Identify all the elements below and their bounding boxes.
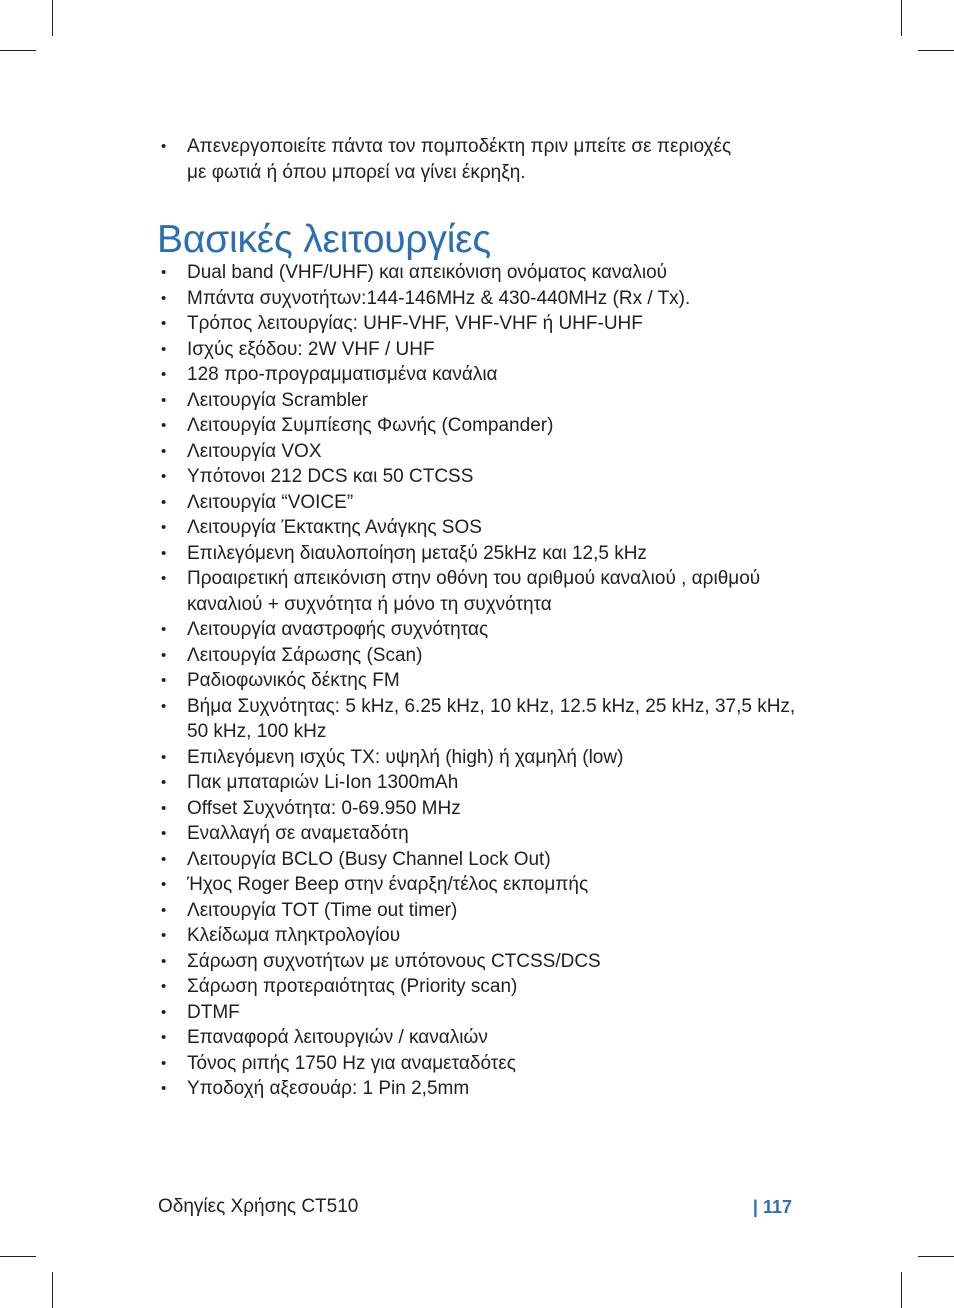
list-item (158, 694, 808, 745)
list-item-text: καναλιού + συχνότητα ή μόνο τη συχνότητα (187, 593, 552, 615)
list-item (158, 566, 808, 617)
list-item (158, 949, 808, 975)
list-item (158, 311, 808, 337)
bullet-icon: • (161, 264, 167, 281)
bullet-icon: • (161, 138, 167, 155)
list-item-text: Εναλλαγή σε αναμεταδότη (187, 823, 409, 844)
list-item (158, 260, 808, 286)
bullet-icon: • (161, 825, 167, 842)
list-item (158, 847, 808, 873)
list-item-text: Επιλεγόμενη διαυλοποίηση μεταξύ 25kHz και 12,5 kHz (187, 542, 647, 564)
list-item-text: Offset Συχνότητα: 0-69.950 MHz (187, 797, 461, 819)
warning-text-line: Απενεργοποιείτε πάντα τον πομποδέκτη πριν μπείτε σε περιοχές (187, 136, 732, 157)
list-item-text: Λειτουργία BCLO (Busy Channel Lock Out) (187, 848, 551, 870)
crop-mark (52, 1272, 53, 1308)
list-item (158, 1076, 808, 1102)
list-item-text: Λειτουργία VOX (187, 440, 322, 462)
crop-mark (901, 1272, 902, 1308)
list-item-text: Επαναφορά λειτουργιών / καναλιών (187, 1027, 488, 1048)
bullet-icon: • (161, 748, 167, 766)
list-item-text: Σάρωση προτεραιότητας (Priority scan) (187, 976, 518, 997)
crop-mark (52, 0, 53, 36)
list-item (158, 388, 808, 414)
bullet-icon: • (161, 799, 167, 817)
list-item (158, 898, 808, 924)
list-item-text: Τόνος ριπής 1750 Hz για αναμεταδότες (187, 1052, 516, 1074)
bullet-icon: • (161, 1003, 167, 1021)
list-item-text: Λειτουργία Συμπίεσης Φωνής (Compander) (187, 415, 554, 436)
list-item (158, 413, 808, 439)
list-item-text: Πακ μπαταριών Li-Ion 1300mAh (187, 772, 459, 793)
list-item (158, 337, 808, 363)
list-item-text: Τρόπος λειτουργίας: UHF-VHF, VHF-VHF ή UHF-UHF (187, 313, 643, 334)
list-item-text: Λειτουργία αναστροφής συχνότητας (187, 619, 489, 640)
bullet-icon: • (161, 952, 167, 970)
bullet-icon: • (161, 646, 167, 664)
list-item-text: Λειτουργία “VOICE” (187, 491, 354, 513)
bullet-icon: • (161, 544, 167, 562)
bullet-icon: • (161, 366, 167, 383)
warning-item (158, 134, 808, 186)
bullet-icon: • (161, 315, 167, 332)
bullet-icon: • (161, 876, 167, 893)
crop-mark (918, 1256, 954, 1257)
bullet-icon: • (161, 978, 167, 995)
bullet-icon: • (161, 468, 167, 485)
list-item-text: Dual band (VHF/UHF) και απεικόνιση ονόματος καναλιού (187, 262, 668, 283)
list-item-text: Ισχύς εξόδου: 2W VHF / UHF (187, 338, 435, 360)
bullet-icon: • (161, 519, 167, 536)
bullet-icon: • (161, 621, 167, 638)
bullet-icon: • (161, 1080, 167, 1097)
list-item-text: Σάρωση συχνοτήτων με υπότονους CTCSS/DCS (187, 950, 601, 972)
crop-mark (0, 1256, 36, 1257)
bullet-icon: • (161, 672, 167, 689)
bullet-icon: • (161, 391, 167, 409)
list-item-text: Προαιρετική απεικόνιση στην οθόνη του αριθμού καναλιού , αριθμού (187, 568, 761, 589)
list-item (158, 668, 808, 694)
safety-warning (158, 134, 808, 186)
list-item (158, 617, 808, 643)
list-item (158, 872, 808, 898)
list-item (158, 541, 808, 567)
features-list (158, 260, 808, 1102)
list-item-text: DTMF (187, 1001, 240, 1023)
bullet-icon: • (161, 1029, 167, 1046)
list-item-text: Υποδοχή αξεσουάρ: 1 Pin 2,5mm (187, 1078, 470, 1099)
list-item (158, 362, 808, 388)
bullet-icon: • (161, 1054, 167, 1072)
list-item-text: Υπότονοι 212 DCS και 50 CTCSS (187, 466, 474, 487)
bullet-icon: • (161, 697, 167, 715)
list-item-text: Κλείδωμα πληκτρολογίου (187, 925, 401, 946)
bullet-icon: • (161, 927, 167, 944)
list-item-text: Ραδιοφωνικός δέκτης FM (187, 670, 400, 691)
bullet-icon: • (161, 570, 167, 587)
bullet-icon: • (161, 493, 167, 511)
footer-page-number: | 117 (752, 1197, 792, 1217)
bullet-icon: • (161, 289, 167, 307)
list-item (158, 1000, 808, 1026)
crop-mark (0, 50, 36, 51)
list-item (158, 770, 808, 796)
list-item (158, 643, 808, 669)
warning-text-line: με φωτιά ή όπου μπορεί να γίνει έκρηξη. (187, 162, 526, 183)
list-item (158, 974, 808, 1000)
list-item-text: Λειτουργία Έκτακτης Ανάγκης SOS (187, 517, 482, 538)
bullet-icon: • (161, 417, 167, 434)
list-item-text: Λειτουργία TOT (Time out timer) (187, 899, 458, 921)
bullet-icon: • (161, 340, 167, 358)
bullet-icon: • (161, 442, 167, 460)
section-title: Βασικές λειτουργίες (157, 218, 491, 261)
bullet-icon: • (161, 850, 167, 868)
list-item (158, 515, 808, 541)
list-item-text: Ήχος Roger Beep στην έναρξη/τέλος εκπομπής (187, 874, 589, 895)
footer-manual-title: Οδηγίες Χρήσης CT510 (158, 1196, 359, 1217)
list-item (158, 286, 808, 312)
crop-mark (918, 50, 954, 51)
list-item-text: 128 προ-προγραμματισμένα κανάλια (187, 364, 498, 385)
list-item (158, 923, 808, 949)
list-item (158, 464, 808, 490)
list-item (158, 439, 808, 465)
list-item-text: Μπάντα συχνοτήτων:144-146MHz & 430-440MHz (Rx / Tx). (187, 287, 691, 309)
bullet-icon: • (161, 901, 167, 919)
list-item (158, 490, 808, 516)
list-item (158, 796, 808, 822)
list-item (158, 1051, 808, 1077)
list-item-text: Βήμα Συχνότητας: 5 kHz, 6.25 kHz, 10 kHz, 12.5 kHz, 25 kHz, 37,5 kHz, (187, 695, 796, 717)
list-item-text: Λειτουργία Σάρωσης (Scan) (187, 644, 423, 666)
list-item (158, 745, 808, 771)
list-item-text: Λειτουργία Scrambler (187, 389, 368, 411)
bullet-icon: • (161, 774, 167, 791)
list-item-text: Επιλεγόμενη ισχύς TX: υψηλή (high) ή χαμηλή (low) (187, 746, 624, 768)
list-item (158, 821, 808, 847)
list-item-text: 50 kHz, 100 kHz (187, 721, 327, 742)
list-item (158, 1025, 808, 1051)
crop-mark (901, 0, 902, 36)
